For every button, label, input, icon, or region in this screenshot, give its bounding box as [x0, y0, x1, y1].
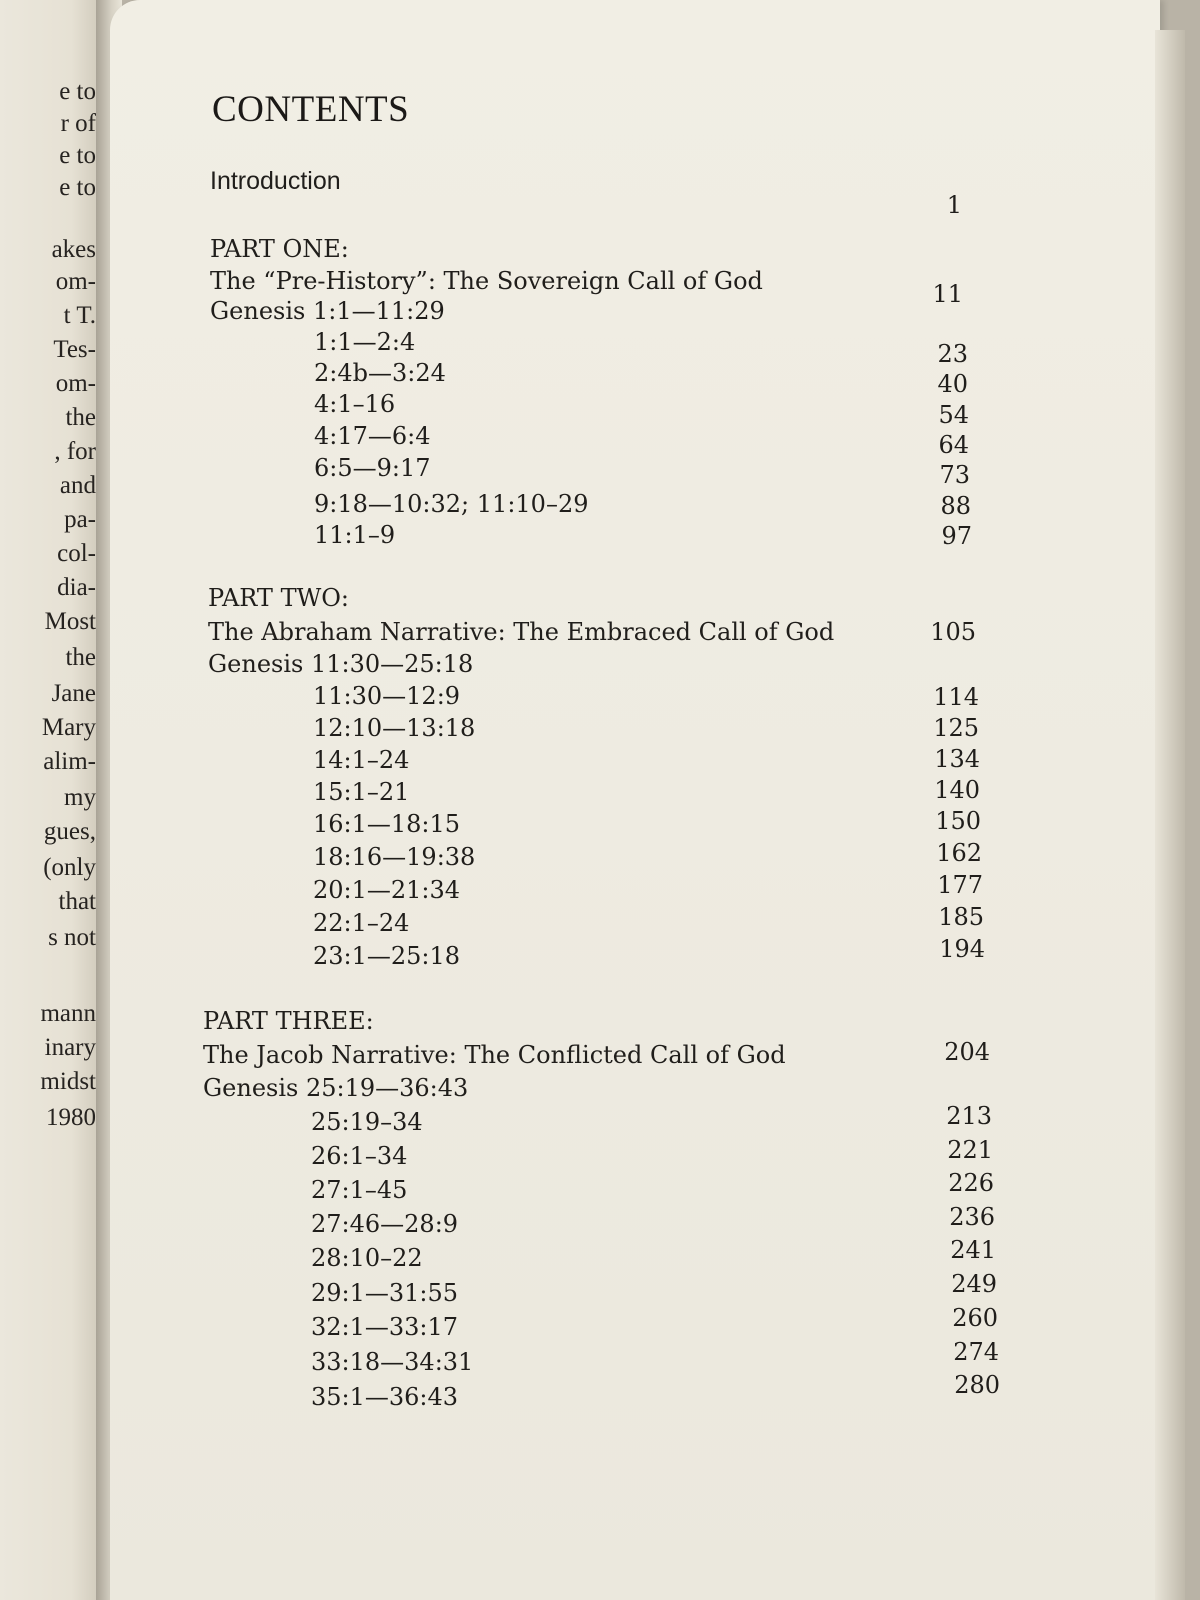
toc-entry-page: 114	[933, 683, 979, 711]
left-page-text-line: col-	[57, 540, 96, 567]
toc-entry-ref: 16:1—18:15	[313, 810, 461, 838]
left-page-text-line: s not	[48, 924, 96, 951]
part-three-subtitle-page: 204	[944, 1038, 990, 1066]
toc-entry-ref: 4:17—6:4	[314, 422, 431, 450]
left-page-text-line: mann	[40, 1000, 96, 1027]
toc-entry-page: 236	[949, 1203, 995, 1231]
part-three-range: Genesis 25:19—36:43	[203, 1074, 469, 1102]
contents-title: CONTENTS	[212, 89, 410, 130]
left-page-text-line: Jane	[51, 680, 96, 707]
toc-entry-page: 177	[937, 871, 983, 899]
toc-entry-ref: 29:1—31:55	[311, 1279, 459, 1307]
toc-entry-page: 40	[937, 370, 968, 398]
toc-entry-page: 140	[934, 776, 980, 804]
left-page-text-line: midst	[40, 1068, 96, 1095]
toc-entry-ref: 22:1–24	[313, 909, 410, 937]
toc-entry-page: 73	[939, 461, 970, 489]
left-page-text-line: the	[65, 644, 96, 671]
toc-entry-ref: 27:46—28:9	[311, 1210, 459, 1238]
part-one-subtitle-page: 11	[932, 280, 963, 308]
toc-entry-ref: 35:1—36:43	[311, 1383, 459, 1411]
left-page-text-line: t T.	[63, 302, 96, 329]
left-page-text-line: alim-	[43, 748, 96, 775]
toc-entry-ref: 1:1—2:4	[314, 328, 416, 356]
toc-entry-ref: 11:1–9	[314, 521, 396, 549]
left-page-text-line: dia-	[57, 574, 96, 601]
left-page-text-line: pa-	[64, 506, 96, 533]
toc-entry-page: 64	[938, 431, 969, 459]
toc-entry-page: 260	[952, 1304, 998, 1332]
toc-entry-ref: 32:1—33:17	[311, 1313, 459, 1341]
part-three-heading: PART THREE:	[203, 1007, 374, 1035]
toc-entry-ref: 23:1—25:18	[313, 942, 461, 970]
left-page-text-line: 1980	[46, 1104, 96, 1131]
toc-entry-page: 162	[936, 839, 982, 867]
toc-entry-page: 213	[946, 1102, 992, 1130]
toc-entry-page: 280	[954, 1371, 1000, 1399]
introduction-label: Introduction	[210, 167, 341, 195]
left-page-text-line: Mary	[41, 714, 96, 741]
toc-entry-ref: 25:19–34	[311, 1108, 423, 1136]
toc-entry-ref: 9:18—10:32; 11:10–29	[314, 490, 589, 518]
left-page-text-line: inary	[44, 1034, 96, 1061]
toc-entry-ref: 15:1–21	[313, 778, 410, 806]
part-three-subtitle: The Jacob Narrative: The Conflicted Call of God	[203, 1041, 786, 1069]
left-page-text-line: that	[58, 888, 96, 915]
toc-entry-ref: 6:5—9:17	[314, 454, 431, 482]
left-page-text-line: Most	[44, 608, 96, 635]
toc-entry-page: 226	[948, 1169, 994, 1197]
toc-entry-ref: 28:10–22	[311, 1244, 423, 1272]
toc-entry-page: 249	[951, 1270, 997, 1298]
part-two-heading: PART TWO:	[208, 584, 349, 612]
part-two-subtitle-page: 105	[930, 618, 976, 646]
page-edges	[1155, 30, 1185, 1600]
left-page-text-line: r of	[60, 110, 96, 137]
toc-entry-page: 150	[935, 807, 981, 835]
toc-entry-page: 221	[947, 1136, 993, 1164]
toc-entry-page: 185	[938, 903, 984, 931]
toc-entry-page: 241	[950, 1236, 996, 1264]
toc-entry-page: 88	[940, 492, 971, 520]
left-page-text-line: akes	[51, 236, 96, 263]
introduction-page: 1	[946, 191, 962, 219]
toc-entry-page: 97	[941, 522, 972, 550]
left-page-text-line: , for	[54, 438, 96, 465]
part-two-range: Genesis 11:30—25:18	[208, 650, 474, 678]
toc-entry-ref: 20:1—21:34	[313, 876, 461, 904]
toc-entry-page: 194	[939, 935, 985, 963]
toc-entry-ref: 11:30—12:9	[313, 682, 461, 710]
left-facing-page	[0, 0, 102, 1600]
part-one-subtitle: The “Pre-History”: The Sovereign Call of God	[210, 267, 763, 295]
left-page-text-line: e to	[59, 78, 96, 105]
left-page-text-line: the	[65, 404, 96, 431]
left-page-text-line: Tes-	[53, 336, 96, 363]
toc-entry-ref: 33:18—34:31	[311, 1348, 474, 1376]
toc-entry-page: 125	[933, 714, 979, 742]
toc-entry-page: 134	[934, 745, 980, 773]
left-page-text-line: e to	[59, 142, 96, 169]
toc-entry-ref: 27:1–45	[311, 1176, 408, 1204]
part-one-heading: PART ONE:	[210, 235, 349, 263]
toc-entry-ref: 14:1–24	[313, 746, 410, 774]
left-page-text-line: gues,	[43, 818, 96, 845]
toc-entry-page: 23	[937, 340, 968, 368]
left-page-text-line: my	[64, 784, 96, 811]
left-page-text-line: and	[59, 472, 96, 499]
left-page-text-line: om-	[55, 268, 96, 295]
toc-entry-page: 54	[938, 401, 969, 429]
toc-entry-ref: 26:1–34	[311, 1142, 408, 1170]
toc-entry-ref: 2:4b—3:24	[314, 359, 446, 387]
left-page-text-line: (only	[43, 854, 96, 881]
toc-entry-page: 274	[953, 1338, 999, 1366]
toc-entry-ref: 4:1–16	[314, 390, 396, 418]
left-page-text-line: om-	[55, 370, 96, 397]
toc-entry-ref: 18:16—19:38	[313, 843, 476, 871]
left-page-text-line: e to	[59, 174, 96, 201]
toc-entry-ref: 12:10—13:18	[313, 714, 476, 742]
part-two-subtitle: The Abraham Narrative: The Embraced Call of God	[208, 618, 835, 646]
part-one-range: Genesis 1:1—11:29	[210, 297, 445, 325]
